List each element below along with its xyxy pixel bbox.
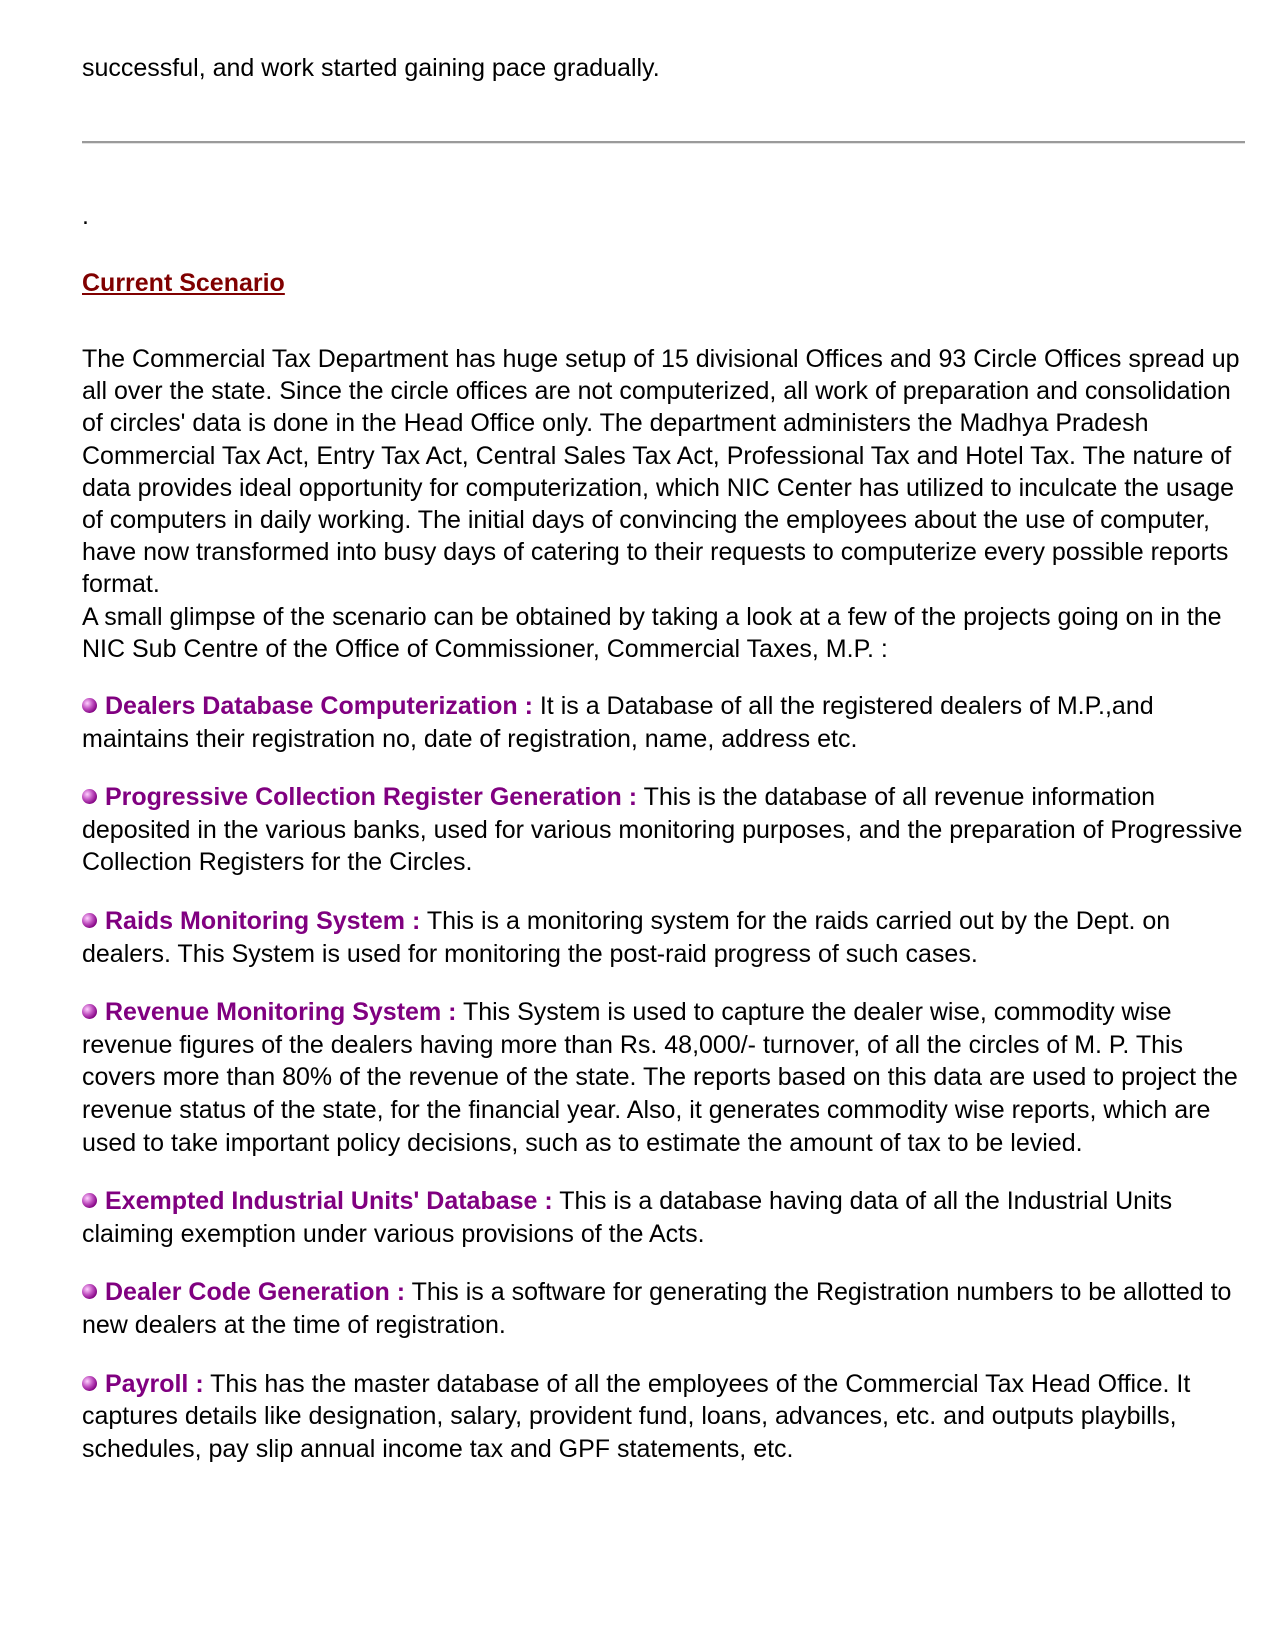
project-title: Revenue Monitoring System : [105, 998, 457, 1027]
project-item [82, 905, 1247, 970]
purple-ball-bullet-icon [82, 698, 97, 713]
intro-line: successful, and work started gaining pace gradually. [82, 54, 660, 82]
project-item [82, 781, 1247, 879]
project-description: This is a software for generating the Registration numbers to be allotted to new dealers at the time of registration. [82, 1278, 1232, 1339]
project-description: It is a Database of all the registered dealers of M.P.,and maintains their registration no, date of registration, name, address etc. [82, 692, 1154, 753]
project-title: Payroll : [105, 1369, 204, 1398]
purple-ball-bullet-icon [82, 1004, 97, 1019]
section-body [82, 343, 1242, 665]
dot-marker: . [82, 202, 89, 230]
project-title: Raids Monitoring System : [105, 906, 421, 935]
project-item [82, 996, 1247, 1159]
project-title: Exempted Industrial Units' Database : [105, 1187, 553, 1216]
project-title: Progressive Collection Register Generation : [105, 783, 638, 812]
project-title: Dealer Code Generation : [105, 1278, 406, 1307]
purple-ball-bullet-icon [82, 789, 97, 804]
project-item [82, 1185, 1247, 1250]
project-item [82, 1368, 1247, 1466]
purple-ball-bullet-icon [82, 1193, 97, 1208]
section-heading: Current Scenario [82, 269, 285, 297]
project-title: Dealers Database Computerization : [105, 692, 533, 720]
purple-ball-bullet-icon [82, 913, 97, 928]
project-description: This System is used to capture the dealer wise, commodity wise revenue figures of the dealers having more than Rs. 48,000/- turnover, of all the circles of M. P. This covers more than 80% of the revenue of the state. The reports based on this data are used to project the revenue status of the state, for the financial year. Also, it generates commodity wise reports, which are used to take important policy decisions, such as to estimate the amount of tax to be levied. [82, 998, 1238, 1157]
project-list [82, 690, 1247, 1491]
project-item [82, 1276, 1247, 1341]
project-item [82, 690, 1247, 755]
project-description: This is the database of all revenue information deposited in the various banks, used for various monitoring purposes, and the preparation of Progressive Collection Registers for the Circles. [82, 783, 1243, 877]
project-description: This has the master database of all the employees of the Commercial Tax Head Office. It captures details like designation, salary, provident fund, loans, advances, etc. and outputs playbills, schedules, pay slip annual income tax and GPF statements, etc. [82, 1369, 1191, 1463]
purple-ball-bullet-icon [82, 1376, 97, 1391]
horizontal-rule [82, 141, 1245, 144]
project-description: This is a monitoring system for the raids carried out by the Dept. on dealers. This System is used for monitoring the post-raid progress of such cases. [82, 906, 1171, 968]
purple-ball-bullet-icon [82, 1284, 97, 1299]
paragraph-overview: The Commercial Tax Department has huge setup of 15 divisional Offices and 93 Circle Offices spread up all over the state. Since the circle offices are not computerized, all work of preparation and consolidation of circles' data is done in the Head Office only. The department administers the Madhya Pradesh Commercial Tax Act, Entry Tax Act, Central Sales Tax Act, Professional Tax and Hotel Tax. The nature of data provides ideal opportunity for computerization, which NIC Center has utilized to inculcate the usage of computers in daily working. The initial days of convincing the employees about the use of computer, have now transformed into busy days of catering to their requests to computerize every possible reports format. [82, 345, 1240, 599]
paragraph-glimpse: A small glimpse of the scenario can be obtained by taking a look at a few of the projects going on in the NIC Sub Centre of the Office of Commissioner, Commercial Taxes, M.P. : [82, 602, 1222, 663]
project-description: This is a database having data of all the Industrial Units claiming exemption under various provisions of the Acts. [82, 1187, 1173, 1248]
